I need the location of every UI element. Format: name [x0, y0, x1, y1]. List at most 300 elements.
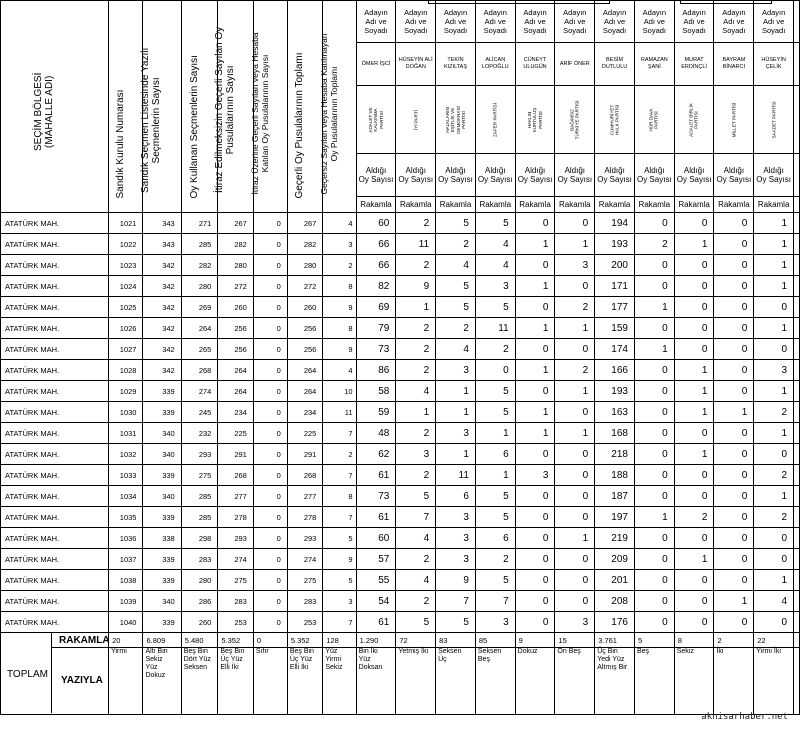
- candidate-votes-cell: 5: [396, 486, 436, 507]
- registered-cell: 342: [143, 339, 181, 360]
- candidate-votes-cell: 1: [515, 402, 555, 423]
- totals-written-row: [1, 648, 800, 715]
- registered-cell: 339: [143, 507, 181, 528]
- totals-numeric-row: [1, 633, 800, 648]
- total-numeric-cell: 22: [754, 633, 794, 648]
- candidate-votes-cell: 0: [714, 381, 754, 402]
- candidate-votes-cell: 5: [436, 213, 476, 234]
- candidate-votes-cell: 7: [475, 591, 515, 612]
- invalid-cell: 4: [323, 360, 356, 381]
- candidate-votes-cell: 7: [436, 591, 476, 612]
- total-numeric-cell: 0: [253, 633, 287, 648]
- candidate-title-header: Adayın Adı ve Soyadı: [436, 1, 476, 43]
- valid-total-cell: 280: [287, 255, 323, 276]
- candidate-title-header: Adayın Adı ve Soyadı: [396, 1, 436, 43]
- table-row: [1, 255, 800, 276]
- candidate-votes-cell: 0: [714, 318, 754, 339]
- party-name-cell: [436, 85, 476, 153]
- total-written-cell: Yüz Yirmi Sekiz: [323, 648, 356, 715]
- candidate-votes-cell: 48: [356, 423, 396, 444]
- cut-column-cell: [794, 402, 800, 423]
- valid-objection-cell: 0: [253, 486, 287, 507]
- candidate-votes-cell: 5: [475, 297, 515, 318]
- table-row: [1, 591, 800, 612]
- valid-noobjection-cell: 268: [218, 465, 254, 486]
- party-name: ADALET BİRLİK PARTİSİ: [688, 102, 700, 137]
- candidate-votes-cell: 0: [515, 528, 555, 549]
- candidate-votes-cell: 0: [674, 465, 714, 486]
- candidate-votes-cell: 0: [714, 213, 754, 234]
- watermark: akhisarhaber.net: [701, 712, 788, 722]
- candidate-votes-cell: 54: [356, 591, 396, 612]
- cut-column-cell: [794, 549, 800, 570]
- valid-noobjection-cell: 267: [218, 213, 254, 234]
- candidate-votes-cell: 3: [436, 507, 476, 528]
- valid-total-cell: 282: [287, 234, 323, 255]
- candidate-votes-cell: 2: [754, 465, 794, 486]
- valid-noobjection-cell: 264: [218, 360, 254, 381]
- box-number-cell: 1040: [109, 612, 143, 633]
- candidate-votes-cell: 62: [356, 444, 396, 465]
- candidate-votes-cell: 1: [555, 423, 595, 444]
- votes-label: Aldığı Oy Sayısı: [555, 154, 595, 196]
- yaziyla-label: YAZIYLA: [61, 675, 103, 686]
- voted-cell: 268: [181, 360, 218, 381]
- candidate-votes-cell: 86: [356, 360, 396, 381]
- box-number-cell: 1034: [109, 486, 143, 507]
- valid-total-cell: 225: [287, 423, 323, 444]
- cut-column-cell: [794, 276, 800, 297]
- total-written-cell: Yirmi İki: [754, 648, 794, 715]
- candidate-votes-cell: 61: [356, 612, 396, 633]
- candidate-votes-cell: 2: [674, 507, 714, 528]
- party-name: ZAFER PARTİSİ: [492, 102, 498, 137]
- candidate-votes-cell: 0: [714, 297, 754, 318]
- valid-total-cell: 274: [287, 549, 323, 570]
- candidate-votes-cell: 209: [595, 549, 635, 570]
- box-number-cell: 1029: [109, 381, 143, 402]
- candidate-votes-cell: 6: [436, 486, 476, 507]
- box-number-cell: 1021: [109, 213, 143, 234]
- candidate-votes-cell: 2: [396, 360, 436, 381]
- table-row: [1, 360, 800, 381]
- registered-cell: 342: [143, 360, 181, 381]
- valid-objection-cell: 0: [253, 297, 287, 318]
- box-number-cell: 1022: [109, 234, 143, 255]
- candidate-votes-cell: 1: [754, 423, 794, 444]
- candidate-votes-cell: 0: [555, 591, 595, 612]
- box-number-cell: 1037: [109, 549, 143, 570]
- party-name-cell: [475, 85, 515, 153]
- table-row: [1, 570, 800, 591]
- candidate-votes-cell: 1: [674, 234, 714, 255]
- candidate-votes-cell: 1: [674, 381, 714, 402]
- valid-objection-cell: 0: [253, 339, 287, 360]
- table-row: [1, 549, 800, 570]
- mahalle-cell: ATATÜRK MAH.: [1, 486, 109, 507]
- candidate-votes-cell: 1: [714, 402, 754, 423]
- candidate-votes-cell: 0: [634, 465, 674, 486]
- candidate-votes-cell: 0: [515, 339, 555, 360]
- mahalle-cell: ATATÜRK MAH.: [1, 381, 109, 402]
- voted-cell: 280: [181, 276, 218, 297]
- candidate-votes-cell: 177: [595, 297, 635, 318]
- votes-label: Aldığı Oy Sayısı: [714, 154, 754, 196]
- candidate-votes-cell: 176: [595, 612, 635, 633]
- registered-cell: 340: [143, 591, 181, 612]
- candidate-votes-cell: 4: [436, 255, 476, 276]
- voted-cell: 260: [181, 612, 218, 633]
- table-row: [1, 339, 800, 360]
- total-numeric-cell: 6.809: [143, 633, 181, 648]
- invalid-cell: 9: [323, 297, 356, 318]
- cut-column-cell: [794, 528, 800, 549]
- valid-total-cell: 264: [287, 360, 323, 381]
- candidate-votes-cell: 2: [436, 234, 476, 255]
- invalid-header-text: Geçersiz Sayılan veya Hesaba Katılmayan Oy Pusulalarının Toplamı: [319, 33, 339, 195]
- candidate-votes-cell: 0: [555, 276, 595, 297]
- candidate-name: ALİCAN LOPOĞLU: [475, 43, 515, 85]
- candidate-votes-cell: 4: [475, 255, 515, 276]
- numbers-label: Rakamla: [356, 196, 396, 212]
- total-written-cell: Bin İki Yüz Doksan: [356, 648, 396, 715]
- valid-noobjection-cell: 260: [218, 297, 254, 318]
- box-number-header-text: Sandık Kurulu Numarası: [114, 89, 126, 199]
- cut-column-cell: [794, 423, 800, 444]
- candidate-votes-cell: 208: [595, 591, 635, 612]
- valid-total-cell: 264: [287, 381, 323, 402]
- candidate-votes-cell: 0: [515, 507, 555, 528]
- registered-cell: 342: [143, 318, 181, 339]
- valid-objection-cell: 0: [253, 255, 287, 276]
- total-numeric-cell: 5.352: [218, 633, 254, 648]
- table-row: [1, 486, 800, 507]
- candidate-votes-cell: 0: [714, 528, 754, 549]
- candidate-votes-cell: 1: [674, 402, 714, 423]
- total-written-cell: Beş: [634, 648, 674, 715]
- mahalle-cell: ATATÜRK MAH.: [1, 276, 109, 297]
- party-name-cell: [515, 85, 555, 153]
- box-number-cell: 1023: [109, 255, 143, 276]
- total-written-cell: Sekiz: [674, 648, 714, 715]
- candidate-votes-cell: 0: [634, 549, 674, 570]
- cut-column-cell: [794, 234, 800, 255]
- party-name: HÜR DAVA PARTİSİ: [648, 107, 660, 132]
- candidate-votes-cell: 159: [595, 318, 635, 339]
- candidate-votes-cell: 11: [396, 234, 436, 255]
- invalid-cell: 4: [323, 213, 356, 234]
- candidate-votes-cell: 1: [754, 318, 794, 339]
- numbers-label: Rakamla: [754, 196, 794, 212]
- mahalle-cell: ATATÜRK MAH.: [1, 234, 109, 255]
- candidate-votes-cell: 163: [595, 402, 635, 423]
- candidate-votes-cell: 0: [634, 360, 674, 381]
- candidate-votes-cell: 1: [515, 423, 555, 444]
- candidate-votes-cell: 0: [754, 297, 794, 318]
- region-header-text: SEÇİM BÖLGESİ (MAHALLE ADI): [32, 72, 55, 151]
- candidate-votes-cell: 66: [356, 255, 396, 276]
- candidate-title-header: Adayın Adı ve Soyadı: [356, 1, 396, 43]
- candidate-name: RAMAZAN ŞANİ: [634, 43, 674, 85]
- candidate-votes-cell: 0: [555, 339, 595, 360]
- registered-cell: 342: [143, 297, 181, 318]
- table-row: [1, 402, 800, 423]
- candidate-name: HÜSEYİN ÇELİK: [754, 43, 794, 85]
- valid-noobjection-cell: 264: [218, 381, 254, 402]
- total-numeric-cell: 2: [714, 633, 754, 648]
- candidate-votes-cell: 5: [436, 297, 476, 318]
- candidate-votes-cell: 9: [396, 276, 436, 297]
- candidate-votes-cell: 5: [396, 612, 436, 633]
- valid-noobjection-cell: 280: [218, 255, 254, 276]
- candidate-votes-cell: 0: [634, 213, 674, 234]
- numbers-label: Rakamla: [515, 196, 555, 212]
- candidate-votes-cell: 82: [356, 276, 396, 297]
- candidate-votes-cell: 2: [396, 339, 436, 360]
- party-name: HAKLIN KURTULUŞ PARTİSİ: [526, 107, 543, 132]
- candidate-votes-cell: 5: [475, 213, 515, 234]
- valid-noobjection-cell: 225: [218, 423, 254, 444]
- box-number-cell: 1024: [109, 276, 143, 297]
- box-number-cell: 1036: [109, 528, 143, 549]
- candidate-votes-cell: 2: [634, 234, 674, 255]
- voted-cell: 286: [181, 591, 218, 612]
- candidate-votes-cell: 2: [396, 549, 436, 570]
- party-name-cell: [714, 85, 754, 153]
- mahalle-cell: ATATÜRK MAH.: [1, 423, 109, 444]
- candidate-votes-cell: 0: [714, 444, 754, 465]
- candidate-votes-cell: 0: [754, 612, 794, 633]
- voted-cell: 245: [181, 402, 218, 423]
- votes-label: Aldığı Oy Sayısı: [396, 154, 436, 196]
- total-written-cell: Altı Bin Sekiz Yüz Dokuz: [143, 648, 181, 715]
- party-name-cell: [555, 85, 595, 153]
- candidate-votes-cell: 0: [634, 318, 674, 339]
- party-name: İYİ PARTİ: [413, 109, 419, 130]
- candidate-votes-cell: 0: [515, 255, 555, 276]
- invalid-cell: 8: [323, 276, 356, 297]
- table-row: [1, 276, 800, 297]
- mahalle-cell: ATATÜRK MAH.: [1, 570, 109, 591]
- mahalle-cell: ATATÜRK MAH.: [1, 255, 109, 276]
- registered-cell: 342: [143, 276, 181, 297]
- total-written-cell: Beş Bin Üç Yüz Elli İki: [287, 648, 323, 715]
- cut-column-header: [794, 1, 800, 43]
- candidate-votes-cell: 1: [555, 528, 595, 549]
- party-name: ADALET VE KALKINMA PARTİSİ: [367, 106, 384, 133]
- candidate-name: BAYRAM BİNARCI: [714, 43, 754, 85]
- candidate-title-header: Adayın Adı ve Soyadı: [754, 1, 794, 43]
- candidate-votes-cell: 5: [475, 486, 515, 507]
- candidate-votes-cell: 0: [674, 591, 714, 612]
- registered-cell: 342: [143, 255, 181, 276]
- total-written-cell: Sıfır: [253, 648, 287, 715]
- candidate-votes-cell: 3: [396, 444, 436, 465]
- candidate-votes-cell: 1: [754, 213, 794, 234]
- cut-column-cell: [794, 570, 800, 591]
- mahalle-cell: ATATÜRK MAH.: [1, 213, 109, 234]
- cut-column-cell: [794, 360, 800, 381]
- candidate-votes-cell: 1: [555, 234, 595, 255]
- candidate-votes-cell: 0: [555, 507, 595, 528]
- party-name-cell: [674, 85, 714, 153]
- candidate-votes-cell: 1: [754, 276, 794, 297]
- registered-cell: 339: [143, 549, 181, 570]
- voted-cell: 232: [181, 423, 218, 444]
- valid-noobjection-cell: 283: [218, 591, 254, 612]
- valid-objection-cell: 0: [253, 423, 287, 444]
- valid-noobjection-cell: 282: [218, 234, 254, 255]
- totals-label: [1, 633, 109, 715]
- candidate-votes-cell: 0: [555, 444, 595, 465]
- voted-cell: 283: [181, 549, 218, 570]
- voted-cell: 280: [181, 570, 218, 591]
- valid-objection-header: [250, 1, 287, 213]
- candidate-votes-cell: 1: [515, 318, 555, 339]
- candidate-votes-cell: 2: [555, 360, 595, 381]
- cut-column-header: [794, 43, 800, 85]
- candidate-votes-cell: 0: [714, 360, 754, 381]
- candidate-votes-cell: 187: [595, 486, 635, 507]
- registered-cell: 338: [143, 528, 181, 549]
- candidate-votes-cell: 0: [634, 444, 674, 465]
- box-number-cell: 1039: [109, 591, 143, 612]
- voted-cell: 264: [181, 318, 218, 339]
- valid-total-header-text: Geçerli Oy Pusulalarının Toplamı: [294, 52, 306, 199]
- valid-total-cell: 277: [287, 486, 323, 507]
- candidate-name: TEKİN KIZILTAŞ: [436, 43, 476, 85]
- total-numeric-cell: 85: [475, 633, 515, 648]
- registered-header: [140, 1, 181, 213]
- cut-column-cell: [794, 465, 800, 486]
- invalid-cell: 9: [323, 339, 356, 360]
- candidate-votes-cell: 188: [595, 465, 635, 486]
- candidate-votes-cell: 1: [754, 234, 794, 255]
- candidate-votes-cell: 0: [674, 297, 714, 318]
- valid-objection-cell: 0: [253, 528, 287, 549]
- cut-column-cell: [794, 591, 800, 612]
- candidate-title-header: Adayın Adı ve Soyadı: [515, 1, 555, 43]
- candidate-votes-cell: 0: [714, 276, 754, 297]
- candidate-votes-cell: 0: [754, 444, 794, 465]
- numbers-label: Rakamla: [475, 196, 515, 212]
- invalid-cell: 8: [323, 318, 356, 339]
- candidate-votes-cell: 0: [555, 213, 595, 234]
- candidate-votes-cell: 201: [595, 570, 635, 591]
- cut-column-cell: [794, 318, 800, 339]
- votes-label: Aldığı Oy Sayısı: [356, 154, 396, 196]
- candidate-votes-cell: 2: [396, 318, 436, 339]
- box-number-cell: 1032: [109, 444, 143, 465]
- total-written-cell: Üç Bin Yedi Yüz Altmış Bir: [595, 648, 635, 715]
- party-name-cell: [396, 85, 436, 153]
- candidate-votes-cell: 73: [356, 339, 396, 360]
- candidate-votes-cell: 0: [515, 612, 555, 633]
- candidate-votes-cell: 4: [396, 381, 436, 402]
- voted-cell: 298: [181, 528, 218, 549]
- candidate-votes-cell: 1: [396, 297, 436, 318]
- candidate-votes-cell: 3: [436, 528, 476, 549]
- valid-objection-cell: 0: [253, 570, 287, 591]
- invalid-header: [319, 1, 356, 213]
- cut-column-cell: [794, 213, 800, 234]
- candidate-votes-cell: 5: [475, 402, 515, 423]
- registered-cell: 339: [143, 570, 181, 591]
- candidate-votes-cell: 193: [595, 234, 635, 255]
- candidate-votes-cell: 11: [436, 465, 476, 486]
- candidate-votes-cell: 1: [674, 444, 714, 465]
- candidate-votes-cell: 4: [754, 591, 794, 612]
- registered-cell: 339: [143, 381, 181, 402]
- invalid-cell: 2: [323, 444, 356, 465]
- candidate-votes-cell: 73: [356, 486, 396, 507]
- candidate-votes-cell: 1: [515, 276, 555, 297]
- invalid-cell: 3: [323, 234, 356, 255]
- cut-column-cell: [794, 507, 800, 528]
- candidate-votes-cell: 0: [754, 549, 794, 570]
- valid-noobjection-cell: 256: [218, 339, 254, 360]
- candidate-votes-cell: 2: [396, 255, 436, 276]
- total-numeric-cell: 128: [323, 633, 356, 648]
- box-number-cell: 1027: [109, 339, 143, 360]
- invalid-cell: 5: [323, 570, 356, 591]
- candidate-votes-cell: 0: [515, 213, 555, 234]
- candidate-votes-cell: 0: [515, 486, 555, 507]
- party-name-cell: [356, 85, 396, 153]
- total-numeric-cell: 15: [555, 633, 595, 648]
- voted-cell: 274: [181, 381, 218, 402]
- candidate-votes-cell: 11: [475, 318, 515, 339]
- candidate-votes-cell: 9: [436, 570, 476, 591]
- candidate-votes-cell: 1: [475, 423, 515, 444]
- candidate-name: ARİF ÖNER: [555, 43, 595, 85]
- cut-column-header: [794, 85, 800, 153]
- table-row: [1, 444, 800, 465]
- candidate-votes-cell: 0: [674, 486, 714, 507]
- candidate-votes-cell: 4: [396, 570, 436, 591]
- candidate-title-header: Adayın Adı ve Soyadı: [714, 1, 754, 43]
- total-numeric-cell: 20: [109, 633, 143, 648]
- candidate-votes-cell: 0: [714, 339, 754, 360]
- candidate-votes-cell: 1: [436, 444, 476, 465]
- party-name: SAADET PARTİSİ: [770, 101, 776, 139]
- candidate-votes-cell: 59: [356, 402, 396, 423]
- candidate-votes-cell: 1: [674, 549, 714, 570]
- numbers-label: Rakamla: [595, 196, 635, 212]
- candidate-votes-cell: 5: [475, 381, 515, 402]
- candidate-votes-cell: 1: [475, 465, 515, 486]
- cut-column-cell: [794, 255, 800, 276]
- candidate-votes-cell: 1: [436, 402, 476, 423]
- candidate-votes-cell: 57: [356, 549, 396, 570]
- candidate-votes-cell: 0: [714, 255, 754, 276]
- mahalle-cell: ATATÜRK MAH.: [1, 528, 109, 549]
- valid-total-header: [287, 1, 323, 213]
- candidate-votes-cell: 0: [555, 486, 595, 507]
- numbers-label: Rakamla: [634, 196, 674, 212]
- candidate-votes-cell: 1: [515, 234, 555, 255]
- total-numeric-cell: 5.352: [287, 633, 323, 648]
- valid-noobjection-cell: 272: [218, 276, 254, 297]
- rakamla-label: RAKAMLA: [59, 635, 110, 646]
- party-name-cell: [634, 85, 674, 153]
- total-written-cell: İki: [714, 648, 754, 715]
- candidate-votes-cell: 2: [396, 591, 436, 612]
- candidate-votes-cell: 5: [475, 507, 515, 528]
- box-number-cell: 1033: [109, 465, 143, 486]
- candidate-votes-cell: 218: [595, 444, 635, 465]
- total-written-cell: On Beş: [555, 648, 595, 715]
